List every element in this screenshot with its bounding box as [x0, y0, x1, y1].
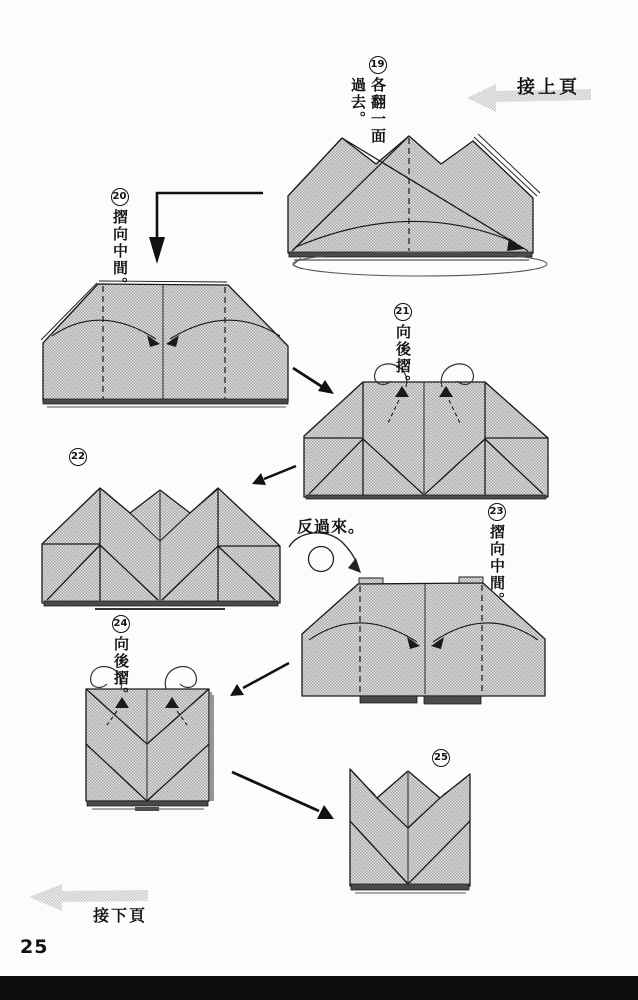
step-23-badge: 23: [488, 503, 506, 521]
turn-over-loop-icon: [289, 533, 361, 573]
diagram-step-23: [302, 577, 545, 704]
step-19-label: [348, 56, 387, 145]
step-21-text: 向後摺。: [394, 324, 412, 392]
step-25-label: [432, 749, 450, 767]
diagram-step-22: [42, 488, 280, 609]
step-pointer-arrow-20-21: [293, 368, 334, 394]
step-20-text: 摺向中間。: [111, 209, 129, 294]
step-24-text: 向後摺。: [112, 636, 130, 704]
step-19-text-line2: 過去。: [349, 77, 367, 128]
step-19-badge: 19: [369, 56, 387, 74]
prev-page-label: 接上頁: [517, 77, 580, 98]
diagram-step-21: [304, 364, 548, 499]
step-22-badge: 22: [69, 448, 87, 466]
loop-arrow-icons: [91, 667, 197, 689]
step-19-text-line1: 各翻一面: [369, 77, 387, 145]
diagram-step-25: [350, 769, 470, 893]
step-23-label: [487, 503, 506, 609]
step-20-badge: 20: [111, 188, 129, 206]
step-24-label: [111, 615, 130, 704]
page-bottom-scan-bar: [0, 976, 638, 1000]
step-pointer-arrow-23-24: [230, 663, 289, 696]
step-25-badge: 25: [432, 749, 450, 767]
step-pointer-arrow-21-22: [252, 466, 296, 485]
step-21-badge: 21: [394, 303, 412, 321]
page-number: 25: [20, 936, 49, 958]
step-24-badge: 24: [112, 615, 130, 633]
fold-down-arrow-icon: [149, 193, 263, 264]
step-pointer-arrow-24-25: [232, 772, 334, 819]
step-22-label: [69, 448, 87, 466]
diagram-step-24: [86, 667, 213, 811]
step-21-label: [393, 303, 412, 392]
next-page-label: 接下頁: [93, 906, 148, 925]
step-20-label: [110, 188, 129, 294]
diagram-step-20: [41, 281, 288, 407]
turn-over-label: 反過來。: [297, 517, 366, 536]
diagram-step-19: [288, 134, 547, 276]
step-23-text: 摺向中間。: [488, 524, 506, 609]
